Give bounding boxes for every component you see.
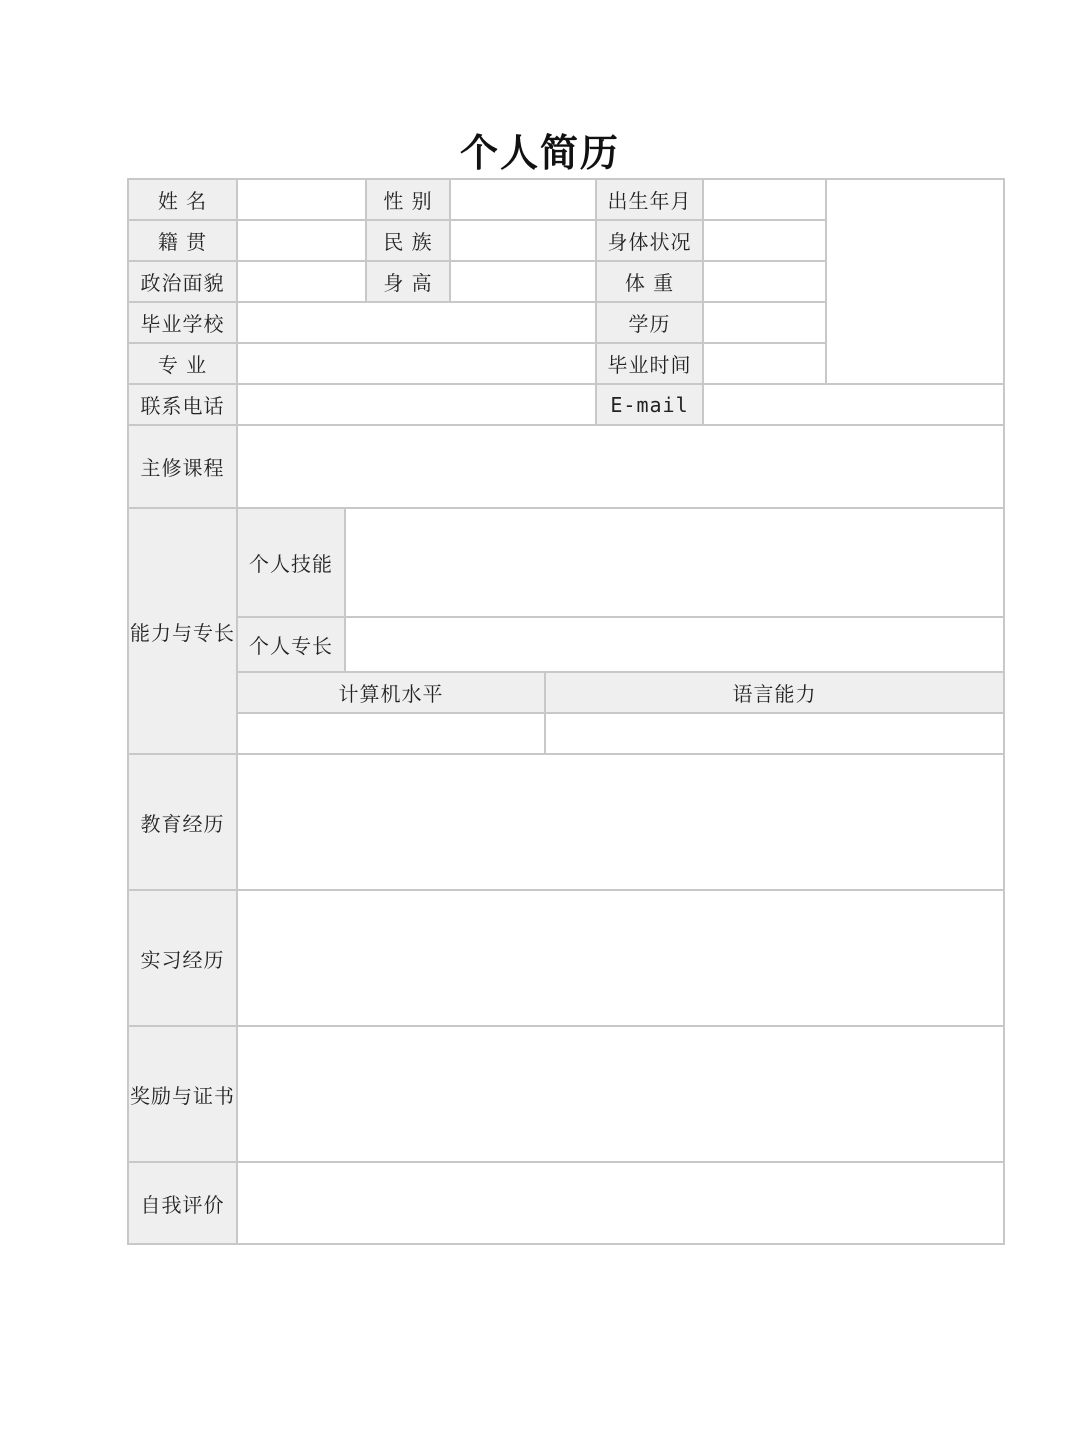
- label-phone: 联系电话: [128, 384, 237, 425]
- label-name: 姓 名: [128, 179, 237, 220]
- label-internship: 实习经历: [128, 890, 237, 1026]
- email-field[interactable]: [703, 384, 1004, 425]
- label-ability: 能力与专长: [128, 508, 237, 754]
- label-awards: 奖励与证书: [128, 1026, 237, 1162]
- page-title: 个人简历: [459, 131, 620, 175]
- label-computer: 计算机水平: [237, 672, 545, 713]
- label-health: 身体状况: [596, 220, 703, 261]
- label-language: 语言能力: [545, 672, 1004, 713]
- label-skills: 个人技能: [237, 508, 345, 617]
- label-email: E-mail: [596, 384, 703, 425]
- computer-field[interactable]: [237, 713, 545, 754]
- courses-field[interactable]: [237, 425, 1004, 508]
- label-specialty: 个人专长: [237, 617, 345, 672]
- phone-field[interactable]: [237, 384, 596, 425]
- label-weight: 体 重: [596, 261, 703, 302]
- label-political: 政治面貌: [128, 261, 237, 302]
- label-birth: 出生年月: [596, 179, 703, 220]
- label-major: 专 业: [128, 343, 237, 384]
- label-gender: 性 别: [366, 179, 450, 220]
- label-degree: 学历: [596, 302, 703, 343]
- label-school: 毕业学校: [128, 302, 237, 343]
- label-grad-time: 毕业时间: [596, 343, 703, 384]
- political-field[interactable]: [237, 261, 366, 302]
- label-courses: 主修课程: [128, 425, 237, 508]
- grad-time-field[interactable]: [703, 343, 826, 384]
- education-field[interactable]: [237, 754, 1004, 890]
- height-field[interactable]: [450, 261, 596, 302]
- native-place-field[interactable]: [237, 220, 366, 261]
- awards-field[interactable]: [237, 1026, 1004, 1162]
- label-self-eval: 自我评价: [128, 1162, 237, 1244]
- birth-field[interactable]: [703, 179, 826, 220]
- self-eval-field[interactable]: [237, 1162, 1004, 1244]
- photo-area[interactable]: [826, 179, 1004, 384]
- gender-field[interactable]: [450, 179, 596, 220]
- skills-field[interactable]: [345, 508, 1004, 617]
- language-field[interactable]: [545, 713, 1004, 754]
- resume-table: [127, 178, 1005, 1245]
- label-education: 教育经历: [128, 754, 237, 890]
- label-ethnicity: 民 族: [366, 220, 450, 261]
- name-field[interactable]: [237, 179, 366, 220]
- specialty-field[interactable]: [345, 617, 1004, 672]
- major-field[interactable]: [237, 343, 596, 384]
- internship-field[interactable]: [237, 890, 1004, 1026]
- ethnicity-field[interactable]: [450, 220, 596, 261]
- label-native-place: 籍 贯: [128, 220, 237, 261]
- label-height: 身 高: [366, 261, 450, 302]
- degree-field[interactable]: [703, 302, 826, 343]
- weight-field[interactable]: [703, 261, 826, 302]
- school-field[interactable]: [237, 302, 596, 343]
- health-field[interactable]: [703, 220, 826, 261]
